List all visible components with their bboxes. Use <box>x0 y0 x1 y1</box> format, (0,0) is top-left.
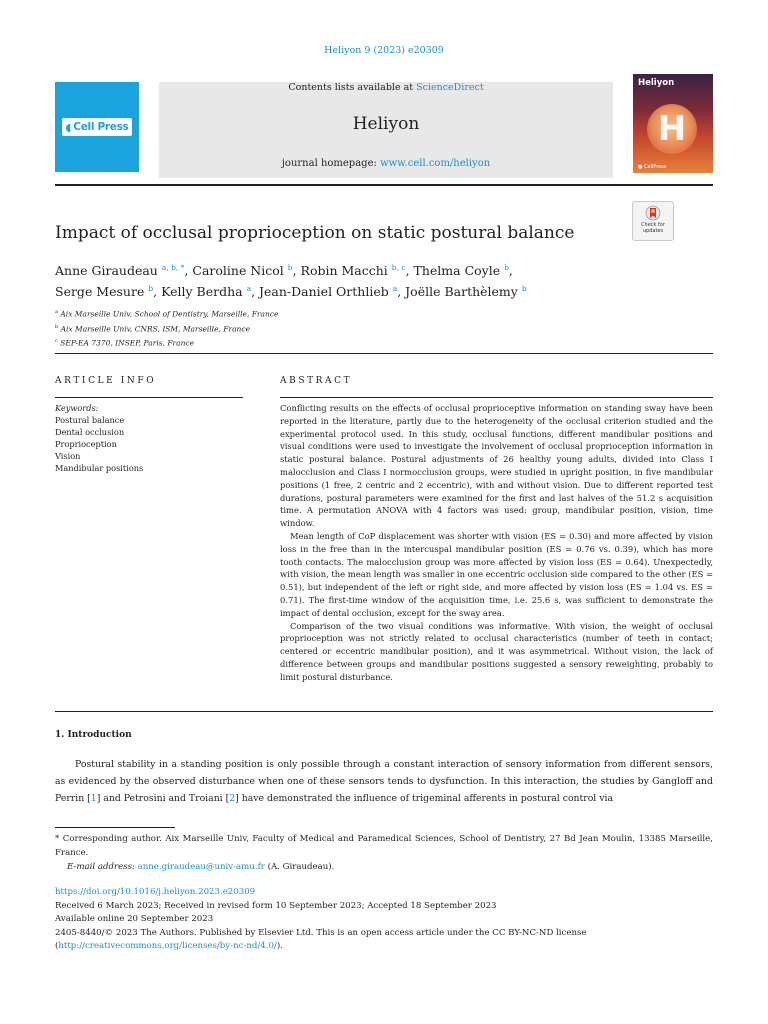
affiliation-text: Aix Marseille Univ, CNRS, ISM, Marseille, France <box>60 324 251 334</box>
journal-title: Heliyon <box>352 114 420 134</box>
cover-footer: ● CellPress <box>638 164 667 170</box>
email-label: E-mail address: <box>67 862 135 872</box>
cover-disc <box>647 104 697 154</box>
citation-link[interactable]: 2 <box>229 793 236 804</box>
license-link[interactable]: http://creativecommons.org/licenses/by-nc-nd/4.0/ <box>58 941 277 952</box>
affiliation-label: b <box>55 323 59 330</box>
license-paren: ( <box>55 941 59 952</box>
author-list <box>55 259 655 301</box>
email-line <box>55 860 713 874</box>
affiliation-label: a <box>55 309 58 315</box>
intro-text: ] have demonstrated the influence of trigeminal afferents in postural control via <box>235 793 614 804</box>
cellpress-icon: ◖ <box>65 120 72 134</box>
license-statement <box>55 927 713 954</box>
affiliation-item <box>55 335 278 350</box>
license-paren: ). <box>276 941 283 952</box>
doi-link[interactable]: https://doi.org/10.1016/j.heliyon.2023.e20309 <box>55 887 256 897</box>
author-affiliation-link[interactable]: b <box>287 263 293 272</box>
check-updates-line1: Check for <box>641 222 665 228</box>
author-separator: , <box>405 263 414 279</box>
contents-line <box>159 82 613 93</box>
bookmark-icon <box>645 205 661 223</box>
article-info-rule <box>55 397 243 398</box>
affiliation-label: c <box>55 338 58 345</box>
cellpress-logo-text: Cell Press <box>73 121 129 133</box>
homepage-line <box>159 158 613 169</box>
author-affiliation-link[interactable]: b <box>504 263 509 272</box>
author-separator: , <box>292 263 301 279</box>
corresponding-author-note: * Corresponding author. Aix Marseille Univ, Faculty of Medical and Paramedical Sciences, School of Dentistry, 27 Bd Jean Moulin, 13385 Marseille, France. <box>55 834 713 858</box>
keyword-item[interactable]: Dental occlusion <box>55 427 125 437</box>
journal-reference[interactable]: Heliyon 9 (2023) e20309 <box>324 45 444 56</box>
intro-text: ] and Petrosini and Troiani [ <box>96 793 230 804</box>
title-block-rule <box>55 353 713 354</box>
contents-prefix: Contents lists available at <box>288 82 414 93</box>
cover-letter: H <box>657 109 687 149</box>
author-name: Anne Giraudeau <box>55 263 158 279</box>
author-separator: , <box>397 284 406 300</box>
abstract-paragraph: Comparison of the two visual conditions was informative. With vision, the weight of occlusal proprioception was not strictly related to occlusal characteristics (number of teeth in contact; centered or eccentric mandibular position), and it was asymmetrical. Without vision, the lack of difference between groups and mandibular positions suggested a sensory reweighting, probably to limit postural disturbance. <box>280 620 713 682</box>
introduction-body <box>55 756 713 807</box>
introduction-paragraph <box>55 756 713 807</box>
abstract-end-rule <box>55 711 713 712</box>
affiliation-text: Aix Marseille Univ, School of Dentistry, Marseille, France <box>60 309 279 319</box>
available-online: Available online 20 September 2023 <box>55 914 214 925</box>
affiliation-list <box>55 306 278 350</box>
footnotes <box>55 832 713 874</box>
received-dates: Received 6 March 2023; Received in revised form 10 September 2023; Accepted 18 September 2023 <box>55 900 497 911</box>
author-separator: , <box>184 263 193 279</box>
citation-link[interactable]: 1 <box>90 793 97 804</box>
abstract-heading: ABSTRACT <box>280 376 353 386</box>
abstract-rule <box>280 397 713 398</box>
author-separator: , <box>153 284 162 300</box>
article-info-heading: ARTICLE INFO <box>55 376 157 386</box>
keyword-item[interactable]: Vision <box>55 451 81 461</box>
author-affiliation-link[interactable]: a <box>392 284 398 294</box>
author-separator: , <box>508 263 513 279</box>
keyword-item[interactable]: Mandibular positions <box>55 463 144 473</box>
email-link[interactable]: anne.giraudeau@univ-amu.fr <box>137 862 265 872</box>
abstract-paragraph: Mean length of CoP displacement was shorter with vision (ES = 0.30) and more affected by vision loss in the free than in the intercuspal mandibular position (ES = 0.76 vs. 0.39), which has more tooth contacts. The malocclusion group was more affected by vision loss (ES = 0.64). Unexpectedly, with vision, the mean length was smaller in one eccentric occlusion side compared to the other (ES = 0.51), but independent of the left or right side, and more affected by vision loss (ES = 1.04 vs. ES = 0.71). The first-time window of the acquisition time, i.e. 25.6 s, was sufficient to demonstrate the impact of dental occlusion, except for the sway area. <box>280 530 713 618</box>
keywords-label: Keywords: <box>55 403 99 413</box>
author-affiliation-link[interactable]: a <box>246 284 252 294</box>
header-rule <box>55 184 713 186</box>
abstract-paragraph: Conflicting results on the effects of occlusal proprioceptive information on standing sway have been reported in the literature, partly due to the heterogeneity of the occlusal criterion studied and the experimental protocol used. In this study, occlusal functions, different mandibular positions and visual conditions were used to investigate the involvement of occlusal proprioception information in static postural balance. Postural adjustments of 26 healthy young adults, divided into Class I malocclusion and Class I normocclusion groups, were studied in upright position, in five mandibular positions (1 free, 2 centric and 2 eccentric), with and without vision. Due to different reported test durations, postural parameters were examined for the first and last halves of the 51.2 s acquisition time. A permutation ANOVA with 4 factors was used: group, mandibular position, vision, time window. <box>280 403 713 529</box>
publication-info <box>55 886 713 954</box>
affiliation-item <box>55 321 278 336</box>
author-name: Robin Macchi <box>300 263 388 279</box>
abstract-body <box>280 402 713 684</box>
keyword-item[interactable]: Postural balance <box>55 415 125 425</box>
keywords-block <box>55 402 143 474</box>
author-separator: , <box>251 284 260 300</box>
section-heading-introduction: 1. Introduction <box>55 730 132 740</box>
author-name: Joëlle Barthèlemy <box>405 284 518 300</box>
author-affiliation-link[interactable]: b <box>148 284 154 294</box>
article-title: Impact of occlusal proprioception on static postural balance <box>55 223 575 243</box>
author-name: Thelma Coyle <box>413 263 501 279</box>
email-suffix: (A. Giraudeau). <box>264 862 335 872</box>
author-name: Serge Mesure <box>55 284 145 300</box>
author-name: Kelly Berdha <box>161 284 243 300</box>
journal-homepage-link[interactable]: www.cell.com/heliyon <box>380 158 491 169</box>
footnote-rule <box>55 827 175 828</box>
author-affiliation-link[interactable]: b <box>521 284 527 294</box>
affiliation-item <box>55 306 278 321</box>
author-affiliation-link[interactable]: b, c <box>391 263 406 272</box>
homepage-prefix: journal homepage: <box>281 158 377 169</box>
author-name: Caroline Nicol <box>192 263 284 279</box>
author-affiliation-link[interactable]: a, b, * <box>161 263 185 272</box>
journal-masthead <box>159 82 613 178</box>
check-updates-line2: updates <box>642 227 664 234</box>
cellpress-logo[interactable] <box>55 82 139 172</box>
cover-title: Heliyon <box>638 78 675 88</box>
sciencedirect-link[interactable]: ScienceDirect <box>416 82 484 93</box>
keyword-item[interactable]: Proprioception <box>55 439 117 449</box>
intro-text: Postural stability in a standing position is only possible through a constant interaction of sensory information from different sensors, as evidenced by the observed disturbance when one of these sensors tends to dysfunction. In this interaction, the studies by Gangloff and Perrin [ <box>55 759 713 804</box>
author-name: Jean-Daniel Orthlieb <box>259 284 389 300</box>
journal-cover-image[interactable] <box>633 74 713 173</box>
affiliation-text: SEP-EA 7370, INSEP, Paris, France <box>60 338 195 348</box>
cellpress-badge <box>62 118 133 136</box>
check-for-updates-button[interactable] <box>632 201 674 241</box>
license-text: 2405-8440/© 2023 The Authors. Published by Elsevier Ltd. This is an open access article under the CC BY-NC-ND license <box>55 927 587 938</box>
